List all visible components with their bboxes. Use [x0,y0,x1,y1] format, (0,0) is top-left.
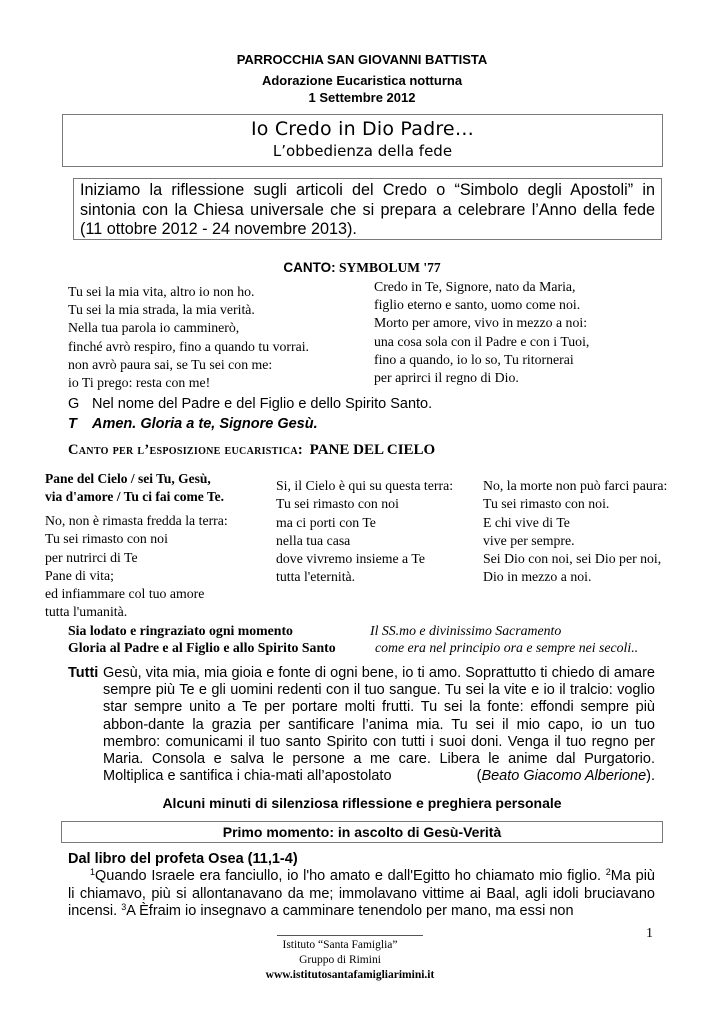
acclamations-right [370,622,638,656]
reading-title: Dal libro del profeta Osea (11,1-4) [68,851,298,867]
prayer-speaker-marker: Tutti [68,665,99,681]
attribution-author: Beato Giacomo Alberione [481,768,647,784]
canto1-right-stanza [374,278,589,387]
canto2-heading [68,442,435,459]
footer-rule [277,935,423,936]
canto1-heading [0,260,724,276]
lyric-line: Nella tua parola io camminerò, [68,320,240,336]
lyric-line: Tu sei la mia strada, la mia verità. [68,302,255,318]
liturgy-t-line [68,416,318,432]
verse-text: A Èfraim io insegnavo a camminare tenendolo per mano, ma essi non [126,903,574,919]
lyric-line: Tu sei rimasto con noi [45,531,168,547]
page-number: 1 [646,926,653,941]
document-subtitle: L’obbedienza della fede [272,142,453,160]
lyric-line: nella tua casa [276,532,351,548]
lyric-line: Tu sei rimasto con noi [276,496,399,512]
lyric-line: finché avrò respiro, fino a quando tu vorrai. [68,338,309,354]
paren-close: ). [646,768,655,784]
canto2-stanza-3 [483,477,667,587]
lyric-line: Tu sei la mia vita, altro io non ho. [68,284,255,299]
lyric-line: Si, il Cielo è qui su questa terra: [276,478,454,493]
canto2-refrain [45,470,224,506]
footer-institute: Istituto “Santa Famiglia” [282,939,398,951]
lyric-line: per nutrirci di Te [45,549,138,565]
footer-group: Gruppo di Rimini [299,954,381,966]
verse-number: 2 [605,867,611,877]
liturgy-g-text: Nel nome del Padre e del Figlio e dello Spirito Santo. [92,396,433,412]
liturgy-g-line [68,396,432,412]
lyric-line: figlio eterno e santo, uomo come noi. [374,297,581,313]
verse-number: 3 [121,902,127,912]
lyric-line: dove vivremo insieme a Te [276,551,425,567]
event-name: Adorazione Eucaristica notturna [261,73,463,88]
lyric-line: una cosa sola con il Padre e con i Tuoi, [374,333,590,349]
refrain-line: Pane del Cielo / sei Tu, Gesù, [45,471,211,486]
intro-box [73,178,662,240]
canto2-stanza-2 [276,477,453,587]
footer-block [240,938,460,983]
canto1-title: SYMBOLUM '77 [338,260,441,275]
acclamation-line: Il SS.mo e divinissimo Sacramento [370,623,562,638]
intro-text: Iniziamo la riflessione sugli articoli del Credo o “Simbolo degli Apostoli” in sintonia con la Chiesa universale che si prepara a celebrare l’Anno della fede (11 ottobre 2012 - 24 novembre 2013). [80,181,655,238]
footer-website[interactable]: www.istitutosantafamigliarimini.it [265,969,435,981]
liturgy-t-text: Amen. Gloria a te, Signore Gesù. [92,416,318,432]
reading-text [68,868,655,921]
lyric-line: tutta l'umanità. [45,604,128,620]
verse-text: Ma più li chiamavo, più si allontanavano da me; immolavano vittime ai Baal, agli idoli bruciavano incensi. [68,868,655,919]
lyric-line: ma ci porti con Te [276,514,376,530]
lyric-line: Dio in mezzo a noi. [483,569,592,585]
canto2-title: PANE DEL CIELO [309,442,436,458]
prayer-attribution [477,768,655,784]
lyric-line: io Ti prego: resta con me! [68,375,211,391]
moment-title: Primo momento: in ascolto di Gesù-Verità [222,824,502,840]
lyric-line: No, non è rimasta fredda la terra: [45,513,228,528]
lyric-line: fino a quando, io lo so, Tu ritornerai [374,351,574,367]
lyric-line: Credo in Te, Signore, nato da Maria, [374,279,576,294]
speaker-marker-g: G [68,396,80,412]
lyric-line: Morto per amore, vivo in mezzo a noi: [374,315,588,331]
silence-instruction: Alcuni minuti di silenziosa riflessione e preghiera personale [162,795,562,811]
acclamation-line: come era nel principio ora e sempre nei secoli.. [375,640,639,655]
lyric-line: No, la morte non può farci paura: [483,478,668,493]
lyric-line: Pane di vita; [45,567,114,583]
prayer-body: Gesù, vita mia, mia gioia e fonte di ogni bene, io ti amo. Soprattutto ti chiedo di amare sempre più Te e gli uomini redenti con il tuo sangue. Tu sei la vite e io il tralcio: voglio star sempre unito a Te per portare molti frutti. Tu sei la fonte: effondi sempre più abbon-dante la grazia per santificare l’anima mia. Tu sei il mio capo, io un tuo membro: comunicami il tuo santo Spirito con tutti i suoi doni. Venga il tuo regno per Maria. Consola e salva le persone a me care. Libera le anime dal Purgatorio. Moltiplica e santifica i chia-mati all’apostolato [103,665,655,785]
lyric-line: ed infiammare col tuo amore [45,586,205,602]
lyric-line: tutta l'eternità. [276,569,356,585]
acclamation-line: Sia lodato e ringraziato ogni momento [68,623,293,638]
moment-box [61,821,663,843]
lyric-line: E chi vive di Te [483,514,570,530]
canto2-stanza-1 [45,512,228,622]
refrain-line: via d'amore / Tu ci fai come Te. [45,489,225,504]
acclamations-left [68,622,336,656]
lyric-line: Sei Dio con noi, sei Dio per noi, [483,551,662,567]
document-title: Io Credo in Dio Padre… [250,118,475,140]
title-box [62,114,663,167]
verse-number: 1 [90,867,96,877]
lyric-line: Tu sei rimasto con noi. [483,496,610,512]
event-date: 1 Settembre 2012 [308,90,416,105]
lyric-line: per aprirci il regno di Dio. [374,370,519,386]
canto2-label: Canto per l’esposizione eucaristica: [68,442,304,458]
lyric-line: non avrò paura sai, se Tu sei con me: [68,356,273,372]
canto1-label: CANTO: [283,260,336,275]
lyric-line: vive per sempre. [483,532,575,548]
parish-name: PARROCCHIA SAN GIOVANNI BATTISTA [236,52,488,67]
paren-open: ( [476,768,482,784]
speaker-marker-t: T [68,416,77,432]
verse-text: Quando Israele era fanciullo, io l'ho amato e dall'Egitto ho chiamato mio figlio. [95,868,606,884]
canto1-left-stanza [68,283,309,392]
acclamation-line: Gloria al Padre e al Figlio e allo Spirito Santo [68,640,336,655]
